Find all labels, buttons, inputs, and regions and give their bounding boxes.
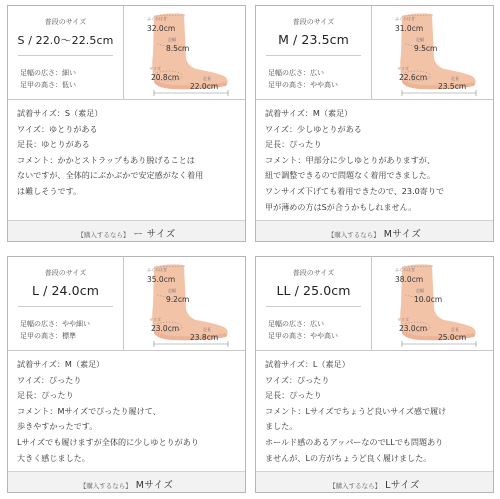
recommended-size-bar[interactable] [256,471,493,492]
comment-line: 試着サイズ：L（素足） [265,359,350,369]
comment-line: コメント：甲部分に少しゆとりがありますが、 [265,154,435,165]
usual-size-label: 普段のサイズ [292,269,335,277]
fitting-comments [17,106,243,200]
comment-line: 足長：ぴったり [265,139,322,150]
calf-value: 31.0cm [395,24,424,33]
size-info [8,257,245,350]
comment-line: ワンサイズ下げても着用できたので、23.0寄りで [265,185,445,196]
foot-measurement-illustration [124,6,245,99]
comment-line: 足長：ゆとりがある [17,139,90,150]
comment-line: 試着サイズ：S（素足） [17,108,103,118]
review-card [255,256,494,493]
review-card [255,5,494,242]
comment-line: ワイズ：少しゆとりがある [265,123,362,134]
foot-length-value: 22.0cm [190,82,219,91]
foot-width-trait: 足幅の広さ：やや細い [20,320,90,328]
wise-label: ワイズ [149,66,161,71]
divider [256,99,493,100]
comment-line: コメント：かかとストラップもあり脱げることは [17,154,195,165]
foot-width-label: 足幅 [416,288,424,293]
comment-line: Lサイズでも履けますが全体的に少しゆとりがあり [17,436,199,447]
buy-label: 【購入するなら】 [327,231,380,239]
usual-size-label: 普段のサイズ [292,18,335,26]
comment-line: ないですが、全体的にぶかぶかで安定感がなく着用 [17,170,204,181]
calf-value: 38.0cm [395,275,424,284]
comment-line: ホールド感のあるアッパーなのでLLでも問題あり [265,436,444,447]
foot-measurement-illustration [372,6,493,99]
divider [266,306,361,307]
foot-width-trait: 足幅の広さ：広い [268,320,324,328]
foot-length-label: 足長 [203,76,211,81]
calf-label: ふくらはぎ [395,16,415,21]
comment-line: 足長：ぴったり [265,390,322,401]
recommended-size-bar[interactable] [8,471,245,492]
foot-measurement-illustration [124,257,245,350]
calf-value: 35.0cm [147,275,176,284]
buy-label: 【購入するなら】 [329,482,382,490]
foot-length-label: 足長 [203,327,211,332]
comment-line: 大きく感じました。 [17,452,90,463]
comment-line: ませんが、Lの方がちょうど良く履けました。 [265,452,432,463]
foot-width-label: 足幅 [416,37,424,42]
divider [18,55,113,56]
comment-line: ワイズ：ゆとりがある [17,123,98,134]
calf-label: ふくらはぎ [395,267,415,272]
wise-value: 20.8cm [151,73,180,82]
wise-label: ワイズ [397,317,409,322]
recommended-size-bar[interactable] [8,220,245,241]
comment-line: は難しそうです。 [17,185,82,196]
fitting-comments [265,106,491,215]
comment-line: ワイズ：ぴったり [17,374,82,385]
instep-height-trait: 足甲の高さ：標準 [20,332,76,340]
usual-size-value: S / 22.0〜22.5cm [17,34,114,47]
review-card [7,256,246,493]
divider [8,350,245,351]
wise-value: 22.6cm [399,73,428,82]
usual-size-label: 普段のサイズ [44,18,87,26]
recommended-size-bar[interactable] [256,220,493,241]
foot-width-value: 9.5cm [414,44,438,53]
usual-size-label: 普段のサイズ [44,269,87,277]
recommended-size: Lサイズ [385,480,420,491]
recommended-size: Mサイズ [383,229,422,240]
buy-label: 【購入するなら】 [79,482,132,490]
comment-line: 試着サイズ：M（素足） [17,359,105,369]
fitting-comments [17,357,243,466]
comment-line: コメント：Lサイズでちょうど良いサイズ感で履け [265,405,447,416]
calf-value: 32.0cm [147,24,176,33]
divider [8,99,245,100]
foot-width-label: 足幅 [168,37,176,42]
wise-value: 23.0cm [399,324,428,333]
foot-length-value: 23.8cm [190,333,219,342]
divider [266,55,361,56]
recommended-size: Mサイズ [135,480,174,491]
calf-label: ふくらはぎ [147,267,167,272]
foot-length-value: 23.5cm [438,82,467,91]
buy-label: 【購入するなら】 [77,231,130,239]
comment-line: 試着サイズ：M（素足） [265,108,353,118]
divider [18,306,113,307]
foot-length-label: 足長 [451,327,459,332]
wise-label: ワイズ [397,66,409,71]
fitting-comments [265,357,491,466]
foot-width-label: 足幅 [168,288,176,293]
comment-line: 足長：ぴったり [17,390,74,401]
foot-length-value: 25.0cm [438,333,467,342]
wise-value: 23.0cm [151,324,180,333]
recommended-size: ー サイズ [133,229,176,240]
divider [256,350,493,351]
foot-width-value: 10.0cm [414,295,443,304]
instep-height-trait: 足甲の高さ：やや高い [268,332,338,340]
foot-width-value: 9.2cm [166,295,190,304]
foot-width-trait: 足幅の広さ：広い [268,69,324,77]
size-info [8,6,245,99]
foot-width-value: 8.5cm [166,44,190,53]
comment-line: コメント：Mサイズでぴったり履けて、 [17,405,161,416]
foot-measurement-illustration [372,257,493,350]
size-info [256,6,493,99]
wise-label: ワイズ [149,317,161,322]
instep-height-trait: 足甲の高さ：やや高い [268,81,338,89]
comment-line: 甲が薄めの方はSが合うかもしれません。 [265,201,417,212]
usual-size-value: L / 24.0cm [31,283,99,298]
comment-line: ワイズ：ぴったり [265,374,330,385]
usual-size-value: M / 23.5cm [278,32,349,47]
instep-height-trait: 足甲の高さ：低い [20,81,76,89]
foot-width-trait: 足幅の広さ：細い [20,69,76,77]
comment-line: 歩きやすかったです。 [17,421,98,432]
calf-label: ふくらはぎ [147,16,167,21]
foot-length-label: 足長 [451,76,459,81]
size-info [256,257,493,350]
comment-line: ました。 [265,421,298,432]
review-card [7,5,246,242]
comment-line: 紐で調整できるので問題なく着用できました。 [265,170,435,181]
usual-size-value: LL / 25.0cm [276,283,351,298]
